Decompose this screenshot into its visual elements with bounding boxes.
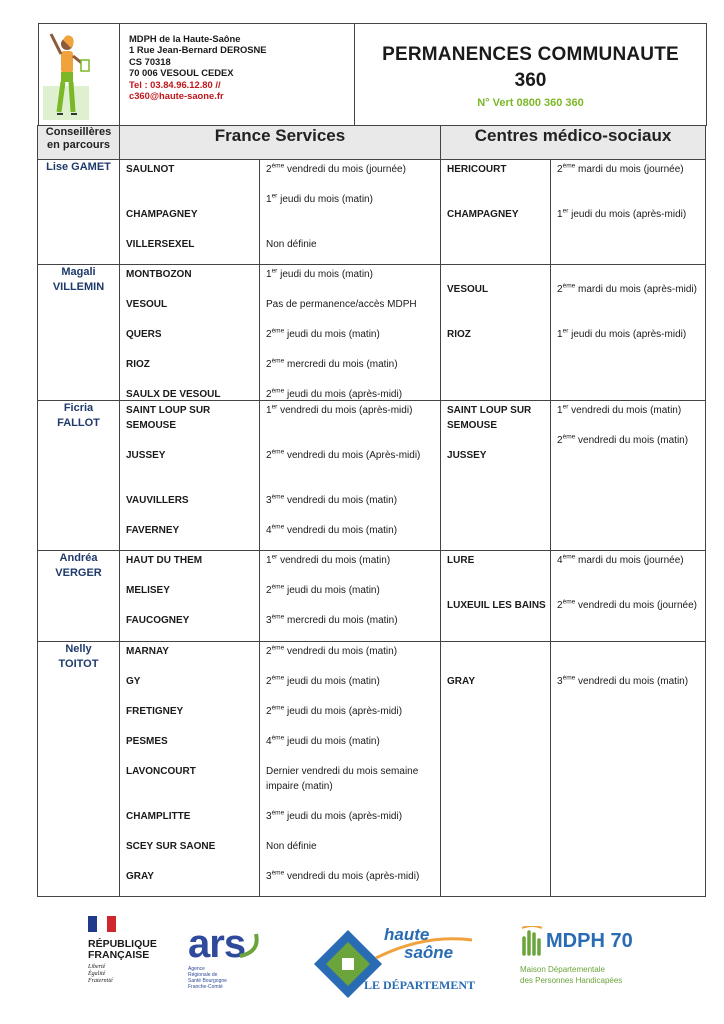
location-name: SAINT LOUP SUR SEMOUSE	[126, 405, 211, 431]
counsellor-row	[38, 642, 706, 897]
rf-line: FRANÇAISE	[88, 949, 150, 961]
france-services-location-cell	[120, 642, 260, 897]
haute-saone-word: haute	[384, 925, 430, 944]
schedule-text: Dernier vendredi du mois semaine impaire (matin)	[266, 766, 419, 792]
schedule-text: 2ème mardi du mois (après-midi)	[557, 282, 697, 295]
cms-schedule-cell	[551, 265, 706, 401]
counsellor-name: Magali VILLEMIN	[38, 265, 120, 401]
schedule-text: 2ème jeudi du mois (après-midi)	[266, 387, 403, 400]
location-name: GY	[126, 676, 141, 687]
schedule-text: 1er jeudi du mois (après-midi)	[557, 327, 687, 340]
counsellor-row	[38, 401, 706, 551]
schedule-text: 4ème mardi du mois (journée)	[557, 553, 684, 566]
haute-saone-departement: LE DÉPARTEMENT	[364, 978, 476, 992]
location-name: LURE	[447, 555, 475, 566]
france-services-schedule-cell	[260, 642, 441, 897]
cms-location-cell	[441, 551, 551, 642]
green-number[interactable]: N° Vert 0800 360 360	[477, 97, 584, 109]
schedule-text: Pas de permanence/accès MDPH	[266, 299, 417, 310]
counsellor-row	[38, 265, 706, 401]
france-services-location-cell	[120, 160, 260, 265]
location-name: LUXEUIL LES BAINS	[447, 600, 546, 611]
mascot-logo	[39, 24, 120, 125]
location-name: RIOZ	[126, 359, 150, 370]
counsellor-row	[38, 160, 706, 265]
ars-logo	[188, 924, 268, 994]
location-name: HAUT DU THEM	[126, 555, 203, 566]
schedule-text: 2ème vendredi du mois (matin)	[557, 433, 689, 446]
location-name: CHAMPLITTE	[126, 811, 191, 822]
address-line: CS 70318	[129, 55, 171, 67]
location-name: MONTBOZON	[126, 269, 192, 280]
schedule-text: 2ème mardi du mois (journée)	[557, 162, 684, 175]
rf-name	[88, 939, 168, 961]
location-name: VAUVILLERS	[126, 495, 189, 506]
location-name: VESOUL	[126, 299, 168, 310]
permanences-table	[37, 125, 706, 897]
schedule-text: 3ème vendredi du mois (après-midi)	[266, 869, 420, 882]
mdph-subtitle-line: des Personnes Handicapées	[520, 976, 623, 985]
location-name: FAVERNEY	[126, 525, 180, 536]
email-link[interactable]: c360@haute-saone.fr	[129, 90, 224, 102]
france-services-schedule-cell	[260, 265, 441, 401]
schedule-text: 2ème jeudi du mois (après-midi)	[266, 704, 403, 717]
location-name: LAVONCOURT	[126, 766, 196, 777]
cms-schedule-cell	[551, 551, 706, 642]
schedule-text: 2ème vendredi du mois (matin)	[266, 644, 398, 657]
haute-saone-word: saône	[404, 943, 454, 962]
mdph-title: MDPH 70	[546, 930, 633, 952]
location-name: PESMES	[126, 736, 168, 747]
location-name: SAINT LOUP SUR SEMOUSE	[447, 405, 532, 431]
schedule-text: 1er vendredi du mois (après-midi)	[266, 403, 413, 416]
schedule-text: 2ème vendredi du mois (journée)	[557, 598, 697, 611]
cms-schedule-cell	[551, 642, 706, 897]
schedule-text: 2ème jeudi du mois (matin)	[266, 327, 380, 340]
cms-schedule-cell	[551, 160, 706, 265]
rf-line: RÉPUBLIQUE	[88, 938, 157, 950]
address-block	[120, 24, 355, 125]
france-services-schedule-cell	[260, 551, 441, 642]
counsellor-name: Andréa VERGER	[38, 551, 120, 642]
rf-motto	[88, 964, 168, 985]
column-header-france-services: France Services	[120, 126, 441, 160]
schedule-text: 3ème vendredi du mois (matin)	[266, 493, 398, 506]
location-name: MARNAY	[126, 646, 169, 657]
document-title-block	[355, 24, 706, 125]
rf-motto-line: Égalité	[88, 971, 106, 977]
schedule-text: 3ème vendredi du mois (matin)	[557, 674, 689, 687]
republique-francaise-logo	[88, 916, 168, 985]
schedule-text: 2ème mercredi du mois (matin)	[266, 357, 398, 370]
location-name: CHAMPAGNEY	[447, 209, 519, 220]
france-services-location-cell	[120, 551, 260, 642]
cms-location-cell	[441, 401, 551, 551]
location-name: MELISEY	[126, 585, 170, 596]
counsellor-name: Nelly TOITOT	[38, 642, 120, 897]
location-name: VILLERSEXEL	[126, 239, 195, 250]
schedule-text: 1er jeudi du mois (matin)	[266, 267, 373, 280]
location-name: QUERS	[126, 329, 162, 340]
schedule-text: 1er vendredi du mois (matin)	[266, 553, 391, 566]
cms-schedule-cell	[551, 401, 706, 551]
location-name: GRAY	[126, 871, 154, 882]
address-line: 1 Rue Jean-Bernard DEROSNE	[129, 44, 267, 56]
footer-logos	[0, 910, 724, 1010]
schedule-text: 2ème jeudi du mois (matin)	[266, 583, 380, 596]
france-services-location-cell	[120, 401, 260, 551]
mdph-hand-icon	[520, 926, 544, 956]
ars-wordmark: ars	[188, 922, 246, 966]
location-name: SAULX DE VESOUL	[126, 389, 221, 400]
location-name: FAUCOGNEY	[126, 615, 190, 626]
schedule-text: Non définie	[266, 841, 317, 852]
schedule-text: 3ème jeudi du mois (après-midi)	[266, 809, 403, 822]
france-services-schedule-cell	[260, 160, 441, 265]
mdph-logo	[520, 924, 670, 1004]
location-name: SCEY SUR SAONE	[126, 841, 216, 852]
mdph-subtitle-line: Maison Départementale	[520, 965, 605, 974]
schedule-text: 1er vendredi du mois (matin)	[557, 403, 682, 416]
column-header-counsellors: Conseillères en parcours	[38, 126, 120, 160]
schedule-text: 4ème jeudi du mois (matin)	[266, 734, 380, 747]
schedule-text: 2ème vendredi du mois (Après-midi)	[266, 448, 421, 461]
schedule-text: 1er jeudi du mois (matin)	[266, 192, 373, 205]
schedule-text: 3ème mercredi du mois (matin)	[266, 613, 398, 626]
haute-saone-logo	[312, 924, 482, 1004]
ars-subtitle: Agence Régionale de Santé Bourgogne Franche-Comté	[188, 966, 227, 990]
marianne-icon	[88, 916, 116, 932]
mdph-subtitle	[520, 964, 622, 986]
address-line: 70 006 VESOUL CEDEX	[129, 67, 234, 79]
rf-motto-line: Liberté	[88, 964, 106, 970]
document-title-number: 360	[514, 70, 547, 91]
schedule-text: Non définie	[266, 239, 317, 250]
schedule-text: 1er jeudi du mois (après-midi)	[557, 207, 687, 220]
cms-location-cell	[441, 642, 551, 897]
cms-location-cell	[441, 265, 551, 401]
schedule-text: 2ème vendredi du mois (journée)	[266, 162, 406, 175]
location-name: JUSSEY	[447, 450, 487, 461]
counsellor-name: Lise GAMET	[38, 160, 120, 265]
location-name: FRETIGNEY	[126, 706, 184, 717]
counsellor-name: Ficria FALLOT	[38, 401, 120, 551]
france-services-location-cell	[120, 265, 260, 401]
column-header-medico-sociaux: Centres médico-sociaux	[441, 126, 706, 160]
schedule-text: 4ème vendredi du mois (matin)	[266, 523, 398, 536]
counsellor-row	[38, 551, 706, 642]
location-name: CHAMPAGNEY	[126, 209, 198, 220]
france-services-schedule-cell	[260, 401, 441, 551]
letterhead	[38, 23, 707, 126]
ars-swoosh-icon	[236, 930, 266, 960]
location-name: GRAY	[447, 676, 475, 687]
phone-number[interactable]: Tel : 03.84.96.12.80 //	[129, 78, 221, 90]
document-title: PERMANENCES COMMUNAUTE	[382, 44, 679, 65]
location-name: RIOZ	[447, 329, 471, 340]
rf-motto-line: Fraternité	[88, 978, 113, 984]
schedule-text: 2ème jeudi du mois (matin)	[266, 674, 380, 687]
location-name: SAULNOT	[126, 164, 175, 175]
location-name: VESOUL	[447, 284, 489, 295]
address-line: MDPH de la Haute-Saône	[129, 33, 241, 44]
location-name: JUSSEY	[126, 450, 166, 461]
cms-location-cell	[441, 160, 551, 265]
location-name: HERICOURT	[447, 164, 507, 175]
